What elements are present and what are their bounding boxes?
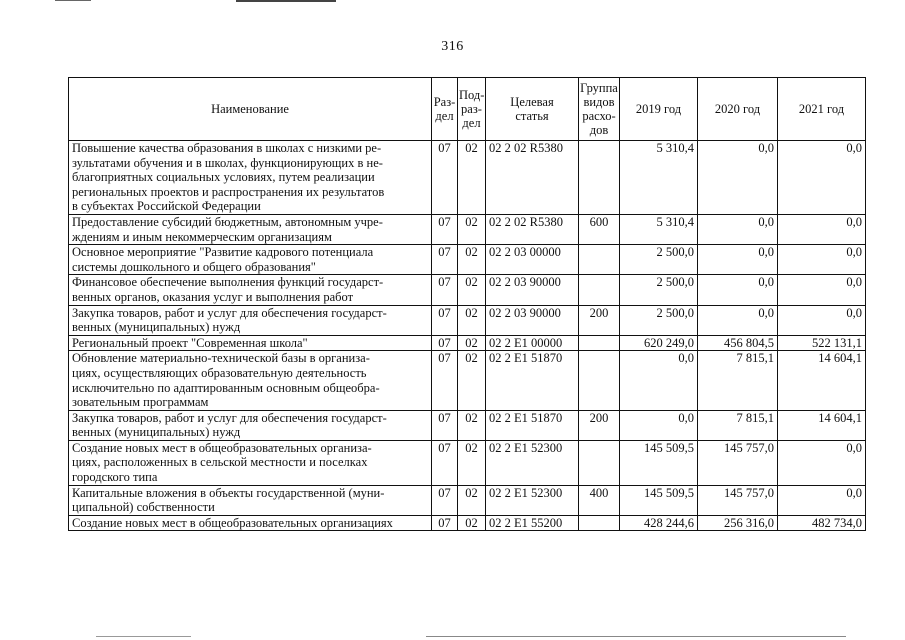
cell-razdel: 07 [432, 515, 458, 531]
cell-2019: 145 509,5 [620, 485, 698, 515]
table-row [69, 335, 866, 351]
cell-2019: 5 310,4 [620, 141, 698, 215]
cell-podrazdel: 02 [458, 305, 486, 335]
cell-name: Повышение качества образования в школах с низкими ре- зультатами обучения и в школах, функционирующих в не- благоприятных социальных условиях, путем реализации региональных проектов и распространения их результатов в субъектах Российской Федерации [69, 141, 432, 215]
cell-group: 200 [579, 410, 620, 440]
cell-target: 02 2 02 R5380 [486, 141, 579, 215]
cell-2020: 0,0 [698, 305, 778, 335]
cell-group [579, 335, 620, 351]
cell-2020: 145 757,0 [698, 440, 778, 485]
header-target: Целевая статья [486, 78, 579, 141]
cell-2020: 0,0 [698, 275, 778, 305]
header-razdel: Раз- дел [432, 78, 458, 141]
cell-group [579, 275, 620, 305]
cell-2021: 0,0 [778, 275, 866, 305]
cell-target: 02 2 E1 52300 [486, 485, 579, 515]
table-row [69, 485, 866, 515]
cell-2021: 0,0 [778, 485, 866, 515]
cell-group [579, 351, 620, 410]
table-row [69, 141, 866, 215]
cell-target: 02 2 02 R5380 [486, 214, 579, 244]
cell-2019: 2 500,0 [620, 305, 698, 335]
cell-podrazdel: 02 [458, 440, 486, 485]
cell-2020: 0,0 [698, 214, 778, 244]
table-row [69, 515, 866, 531]
page-number: 316 [441, 39, 464, 54]
cell-name: Региональный проект "Современная школа" [69, 335, 432, 351]
cell-2021: 0,0 [778, 141, 866, 215]
cell-razdel: 07 [432, 485, 458, 515]
cell-2021: 14 604,1 [778, 351, 866, 410]
cell-2020: 256 316,0 [698, 515, 778, 531]
header-group: Группа видов расхо- дов [579, 78, 620, 141]
header-2019: 2019 год [620, 78, 698, 141]
header-name: Наименование [69, 78, 432, 141]
cell-2019: 2 500,0 [620, 275, 698, 305]
cell-name: Закупка товаров, работ и услуг для обеспечения государст- венных (муниципальных) нужд [69, 305, 432, 335]
cell-2021: 522 131,1 [778, 335, 866, 351]
cell-2021: 14 604,1 [778, 410, 866, 440]
cell-2020: 7 815,1 [698, 351, 778, 410]
cell-2021: 0,0 [778, 305, 866, 335]
cell-2021: 0,0 [778, 214, 866, 244]
cell-razdel: 07 [432, 410, 458, 440]
cell-podrazdel: 02 [458, 245, 486, 275]
table-row [69, 214, 866, 244]
cell-target: 02 2 E1 00000 [486, 335, 579, 351]
budget-table [68, 77, 866, 531]
cell-razdel: 07 [432, 214, 458, 244]
cell-podrazdel: 02 [458, 351, 486, 410]
cell-2019: 145 509,5 [620, 440, 698, 485]
table-row [69, 245, 866, 275]
cell-group [579, 141, 620, 215]
cell-podrazdel: 02 [458, 515, 486, 531]
cell-2020: 0,0 [698, 141, 778, 215]
scan-artifact-top-right [236, 0, 336, 2]
cell-2020: 7 815,1 [698, 410, 778, 440]
cell-razdel: 07 [432, 141, 458, 215]
cell-razdel: 07 [432, 275, 458, 305]
cell-target: 02 2 E1 52300 [486, 440, 579, 485]
cell-podrazdel: 02 [458, 275, 486, 305]
cell-2019: 2 500,0 [620, 245, 698, 275]
cell-2019: 0,0 [620, 410, 698, 440]
cell-name: Создание новых мест в общеобразовательных организациях [69, 515, 432, 531]
cell-target: 02 2 03 90000 [486, 305, 579, 335]
cell-name: Основное мероприятие "Развитие кадрового потенциала системы дошкольного и общего образования" [69, 245, 432, 275]
cell-razdel: 07 [432, 305, 458, 335]
cell-podrazdel: 02 [458, 141, 486, 215]
cell-2020: 145 757,0 [698, 485, 778, 515]
cell-target: 02 2 E1 51870 [486, 410, 579, 440]
cell-razdel: 07 [432, 245, 458, 275]
cell-podrazdel: 02 [458, 335, 486, 351]
cell-target: 02 2 E1 55200 [486, 515, 579, 531]
cell-podrazdel: 02 [458, 410, 486, 440]
cell-group [579, 515, 620, 531]
cell-2020: 456 804,5 [698, 335, 778, 351]
cell-name: Обновление материально-технической базы в организа- циях, осуществляющих образовательную деятельность исключительно по адаптированным основным общеобра- зовательным программам [69, 351, 432, 410]
table-row [69, 351, 866, 410]
cell-2019: 428 244,6 [620, 515, 698, 531]
cell-2020: 0,0 [698, 245, 778, 275]
table-row [69, 275, 866, 305]
cell-group: 200 [579, 305, 620, 335]
table-header-row [69, 78, 866, 141]
cell-name: Капитальные вложения в объекты государственной (муни- ципальной) собственности [69, 485, 432, 515]
cell-group: 400 [579, 485, 620, 515]
table-body [69, 141, 866, 531]
cell-2021: 0,0 [778, 245, 866, 275]
header-podrazdel: Под- раз- дел [458, 78, 486, 141]
table-row [69, 410, 866, 440]
cell-razdel: 07 [432, 351, 458, 410]
table-row [69, 305, 866, 335]
cell-razdel: 07 [432, 440, 458, 485]
cell-podrazdel: 02 [458, 214, 486, 244]
cell-2019: 5 310,4 [620, 214, 698, 244]
cell-name: Создание новых мест в общеобразовательных организа- циях, расположенных в сельской местности и поселках городского типа [69, 440, 432, 485]
scan-artifact-top-left [55, 0, 91, 1]
cell-podrazdel: 02 [458, 485, 486, 515]
cell-name: Закупка товаров, работ и услуг для обеспечения государст- венных (муниципальных) нужд [69, 410, 432, 440]
cell-2021: 0,0 [778, 440, 866, 485]
header-2020: 2020 год [698, 78, 778, 141]
cell-group [579, 440, 620, 485]
cell-target: 02 2 E1 51870 [486, 351, 579, 410]
cell-group: 600 [579, 214, 620, 244]
header-2021: 2021 год [778, 78, 866, 141]
table-row [69, 440, 866, 485]
cell-2019: 620 249,0 [620, 335, 698, 351]
cell-target: 02 2 03 90000 [486, 275, 579, 305]
cell-name: Финансовое обеспечение выполнения функций государст- венных органов, оказания услуг и выполнения работ [69, 275, 432, 305]
cell-group [579, 245, 620, 275]
scan-artifact-bottom-right [426, 636, 846, 637]
cell-razdel: 07 [432, 335, 458, 351]
cell-name: Предоставление субсидий бюджетным, автономным учре- ждениям и иным некоммерческим организациям [69, 214, 432, 244]
cell-2021: 482 734,0 [778, 515, 866, 531]
cell-target: 02 2 03 00000 [486, 245, 579, 275]
scan-artifact-bottom-left [96, 636, 191, 637]
cell-2019: 0,0 [620, 351, 698, 410]
